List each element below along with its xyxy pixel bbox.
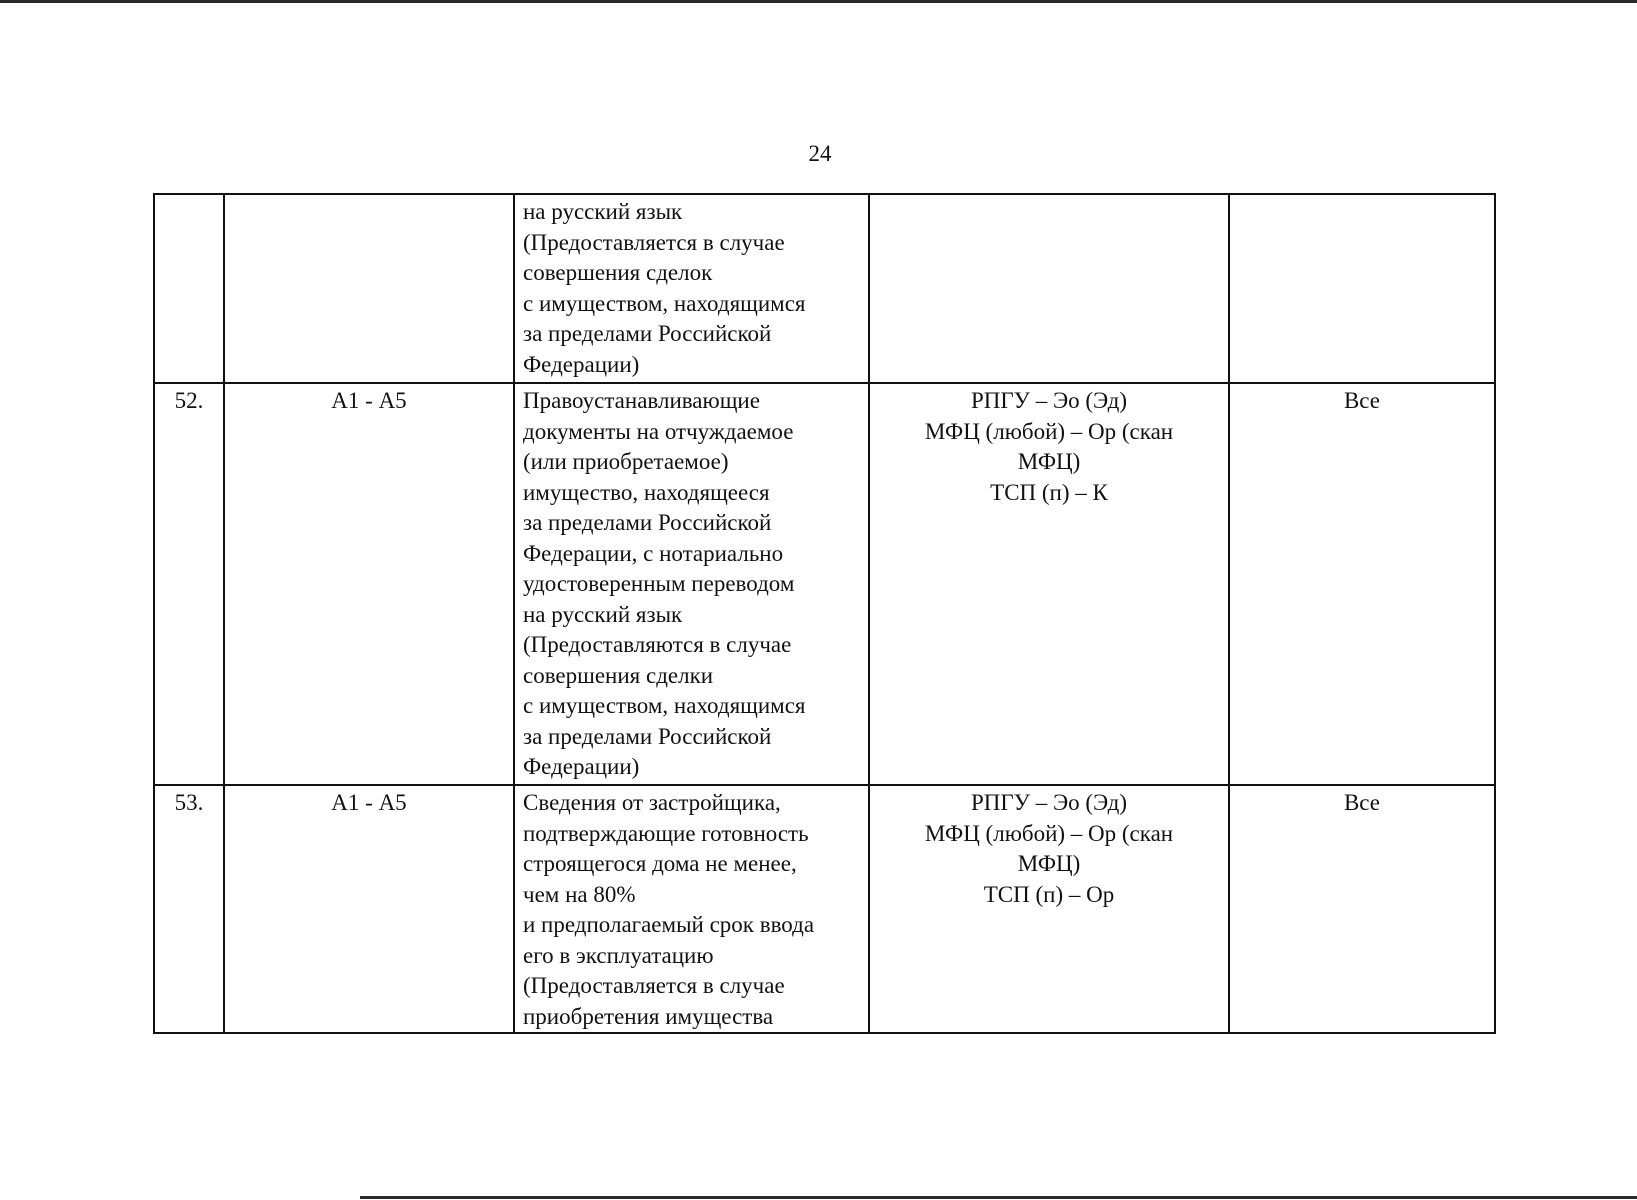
submission-line: ТСП (п) – Ор [983, 881, 1115, 907]
applicant-code-cell: А1 - А5 [224, 383, 514, 785]
document-line: Сведения от застройщика, [523, 790, 781, 815]
page-number: 24 [808, 141, 832, 166]
document-line: (Предоставляется в случае [523, 229, 785, 255]
document-description-cell [514, 194, 869, 383]
document-line: его в эксплуатацию [523, 942, 714, 968]
scan-edge-bottom [360, 1196, 1637, 1199]
document-line: совершения сделок [523, 260, 713, 285]
submission-line: МФЦ) [1017, 449, 1081, 474]
document-line: имущество, находящееся [523, 479, 770, 505]
document-line: и предполагаемый срок ввода [523, 912, 815, 937]
document-line: Правоустанавливающие [523, 388, 760, 413]
document-line: удостоверенным переводом [523, 571, 795, 596]
document-line: (Предоставляется в случае [523, 973, 785, 998]
table-row [154, 194, 1495, 383]
submission-line: РПГУ – Эо (Эд) [970, 790, 1128, 815]
document-line: Федерации, с нотариально [523, 540, 784, 566]
submission-method-cell [869, 785, 1229, 1033]
document-line: с имуществом, находящимся [523, 290, 806, 316]
document-line: (или приобретаемое) [523, 449, 729, 474]
document-line: чем на 80% [523, 881, 636, 907]
document-line: за пределами Российской [523, 321, 772, 346]
document-line: на русский язык [523, 601, 683, 627]
row-number-cell: 53. [154, 785, 224, 1033]
row-number-cell: 52. [154, 383, 224, 785]
submission-method-cell [869, 383, 1229, 785]
document-line: за пределами Российской [523, 510, 772, 535]
applicants-cell [1229, 194, 1495, 383]
scan-edge-top [0, 0, 1637, 3]
document-line: (Предоставляются в случае [523, 632, 792, 657]
document-line: Федерации) [523, 754, 640, 779]
document-line: с имуществом, находящимся [523, 693, 806, 718]
table-row [154, 383, 1495, 785]
table-row [154, 785, 1495, 1033]
row-number-cell [154, 194, 224, 383]
document-line: совершения сделки [523, 662, 714, 688]
document-line: документы на отчуждаемое [523, 418, 794, 444]
applicants-cell: Все [1229, 785, 1495, 1033]
applicants-cell: Все [1229, 383, 1495, 785]
applicant-code-cell [224, 194, 514, 383]
document-line: подтверждающие готовность [523, 820, 809, 846]
applicant-code-cell: А1 - А5 [224, 785, 514, 1033]
submission-line: МФЦ (любой) – Ор (скан [924, 820, 1174, 846]
document-line: Федерации) [523, 351, 640, 377]
document-description-cell [514, 785, 869, 1033]
submission-line: МФЦ) [1017, 851, 1081, 876]
document-line: за пределами Российской [523, 723, 772, 749]
document-line: на русский язык [523, 199, 683, 224]
document-line: приобретения имущества [523, 1003, 774, 1029]
submission-line: ТСП (п) – К [990, 479, 1108, 505]
submission-line: РПГУ – Эо (Эд) [970, 388, 1128, 413]
submission-method-cell [869, 194, 1229, 383]
submission-line: МФЦ (любой) – Ор (скан [924, 418, 1174, 444]
document-table [153, 193, 1496, 1034]
document-line: строящегося дома не менее, [523, 851, 797, 876]
document-description-cell [514, 383, 869, 785]
